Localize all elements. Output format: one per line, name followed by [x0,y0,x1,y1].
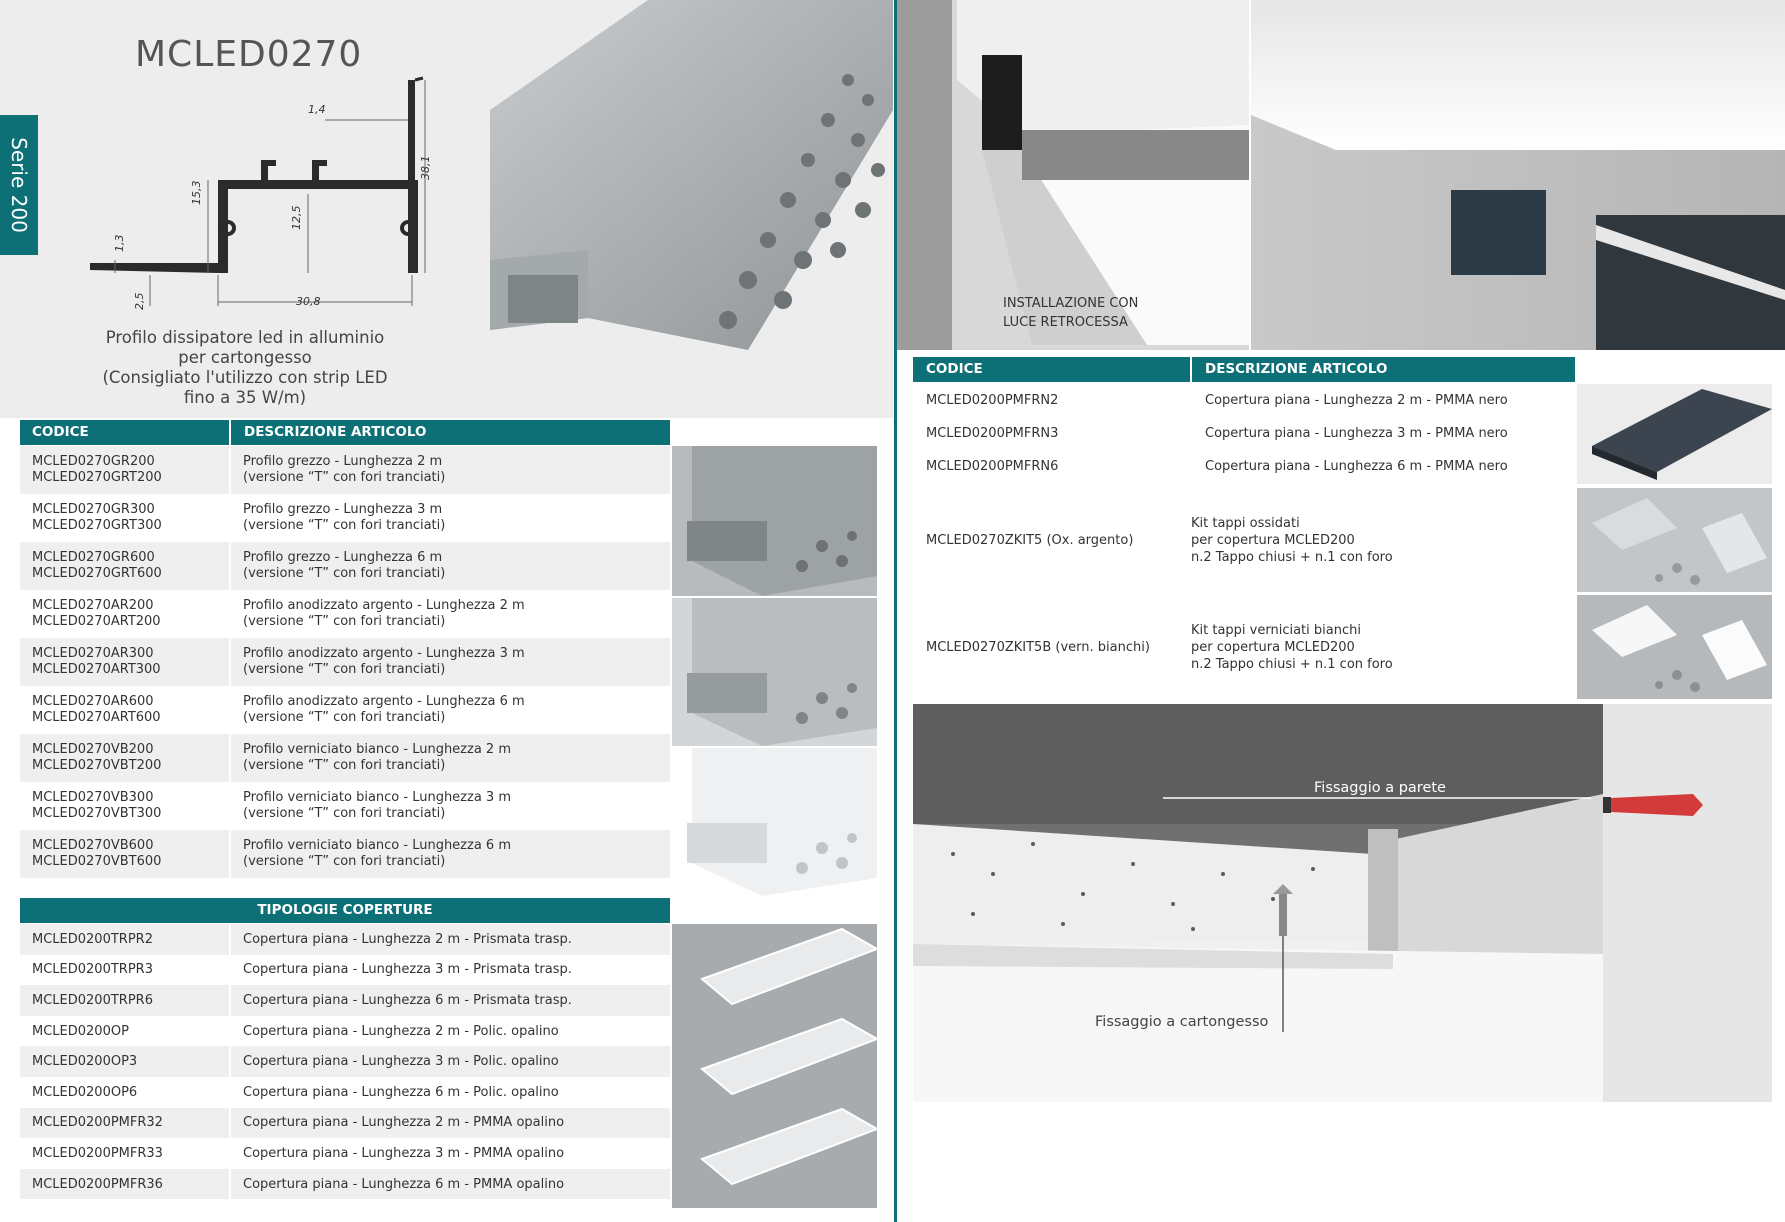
product-code-cell [20,1016,230,1047]
product-code-cell [20,1077,230,1108]
product-description-cell-line: Copertura piana - Lunghezza 6 m - PMMA opalino [243,1176,565,1192]
product-description-cell-line: Copertura piana - Lunghezza 6 m - PMMA nero [1205,459,1508,474]
table-row [20,924,670,955]
series-tab [0,115,38,255]
product-code-cell-line: MCLED0270AR600 [32,694,154,709]
product-description-cell [230,542,670,590]
product-description-cell [230,1169,670,1200]
profiles-table [20,446,670,878]
table-row [20,1046,670,1077]
product-description-cell-line: Copertura piana - Lunghezza 3 m - Prismata trasp. [243,962,572,978]
product-description-cell-line: (versione “T” con fori tranciati) [243,854,446,869]
product-code-cell-line: MCLED0270GR200 [32,454,155,469]
product-description-cell-line: Profilo verniciato bianco - Lunghezza 6 m [243,838,511,853]
product-description-cell-line: Profilo anodizzato argento - Lunghezza 6 m [243,694,525,709]
product-code-cell [20,542,230,590]
table-row [913,384,1575,417]
product-code-cell [20,1108,230,1139]
product-description-cell-line: Profilo anodizzato argento - Lunghezza 3 m [243,646,525,661]
product-description-cell-line: Profilo grezzo - Lunghezza 6 m [243,550,443,565]
product-code-cell-line: MCLED0200PMFR36 [32,1176,163,1192]
product-code-cell-line: MCLED0270GR300 [32,502,155,517]
dim-label-12-5: 12,5 [290,205,303,230]
wall-fin-tip [415,78,423,80]
product-description-cell-line: (versione “T” con fori tranciati) [243,662,446,677]
product-description-cell-line: (versione “T” con fori tranciati) [243,470,446,485]
product-description-cell-line: Kit tappi ossidati [1191,515,1300,531]
product-code-cell-line: MCLED0200PMFRN3 [926,426,1059,441]
table-row [20,985,670,1016]
table-row [913,488,1575,592]
table-row [20,638,670,686]
product-description-cell [230,590,670,638]
product-code-cell [913,450,1191,483]
product-code-cell [20,686,230,734]
fixing-diagram [913,704,1772,1102]
table-row [913,450,1575,483]
product-description-cell [230,446,670,494]
dim-label-2-5: 2,5 [133,292,146,310]
profile-section-shape [90,78,423,273]
product-code-cell [913,488,1177,592]
product-description-cell [230,1108,670,1139]
product-description-cell [1191,417,1575,450]
black-covers-table [913,384,1575,483]
product-description-cell [230,1077,670,1108]
product-code-cell-line: MCLED0200PMFR32 [32,1115,163,1131]
dim-label-1-4: 1,4 [308,103,326,116]
dim-label-30-8: 30,8 [296,295,321,308]
product-code-cell-line: MCLED0270GRT600 [32,566,162,581]
raw-profile-image [672,446,877,596]
product-description-cell-line: Profilo grezzo - Lunghezza 3 m [243,502,443,517]
profile-technical-drawing [80,70,432,320]
product-code-cell [20,1046,230,1077]
product-code-cell-line: MCLED0270GRT200 [32,470,162,485]
product-code-cell-line: MCLED0200TRPR6 [32,992,153,1008]
product-description-cell [230,985,670,1016]
product-code-cell-line: MCLED0200PMFRN6 [926,459,1059,474]
product-code-cell-line: MCLED0270VBT300 [32,806,162,821]
product-code-cell-line: MCLED0270VBT200 [32,758,162,773]
product-description-cell [230,686,670,734]
product-code-cell [20,1138,230,1169]
left-lip-shape [261,160,276,180]
product-code-cell-line: MCLED0200TRPR3 [32,962,153,978]
channel-shape [218,180,418,273]
product-code-cell [20,782,230,830]
product-code-cell-line: MCLED0200PMFRN2 [926,393,1059,408]
product-description-cell-line: Profilo verniciato bianco - Lunghezza 3 m [243,790,511,805]
dim-label-38-1: 38,1 [419,155,432,180]
product-code-cell-line: MCLED0270GRT300 [32,518,162,533]
black-cover-image [1577,384,1772,484]
product-description-cell-line: Copertura piana - Lunghezza 3 m - PMMA nero [1205,426,1508,441]
product-code-cell [20,924,230,955]
installation-caption-line: LUCE RETROCESSA [1003,315,1128,330]
wall-fixing-label: Fissaggio a parete [1314,780,1446,796]
product-description-cell-line: per copertura MCLED200 [1191,639,1355,655]
product-description-cell-line: n.2 Tappo chiusi + n.1 con foro [1191,549,1393,565]
product-description-cell-line: Profilo anodizzato argento - Lunghezza 2 m [243,598,525,613]
header-description: DESCRIZIONE ARTICOLO [244,424,427,440]
product-description-cell-line: (versione “T” con fori tranciati) [243,566,446,581]
anodized-profile-image [672,598,877,746]
product-description-cell-line: Copertura piana - Lunghezza 3 m - Polic. opalino [243,1054,559,1070]
product-code-cell-line: MCLED0200PMFR33 [32,1145,163,1161]
product-description-cell-line: Copertura piana - Lunghezza 2 m - Polic. opalino [243,1023,559,1039]
product-code-cell [20,446,230,494]
table-row [20,955,670,986]
product-description-cell-line: Copertura piana - Lunghezza 2 m - PMMA opalino [243,1115,565,1131]
oxidized-caps-image [1577,488,1772,592]
white-profile-image [672,748,877,896]
product-description-cell-line: Profilo grezzo - Lunghezza 2 m [243,454,443,469]
product-description-cell-line: Profilo verniciato bianco - Lunghezza 2 m [243,742,511,757]
covers-black-table-header [913,357,1575,382]
white-caps-image [1577,595,1772,699]
product-description-cell-line: (versione “T” con fori tranciati) [243,806,446,821]
dim-label-1-3: 1,3 [113,234,126,252]
product-description-cell-line: Copertura piana - Lunghezza 2 m - Prismata trasp. [243,931,572,947]
product-code-cell [913,595,1177,699]
table-row [913,417,1575,450]
product-code-cell-line: MCLED0270ART600 [32,710,161,725]
product-code-cell-line: MCLED0270VBT600 [32,854,162,869]
product-description-cell [230,1016,670,1047]
end-caps-table [913,488,1575,699]
product-code-cell-line: MCLED0270VB600 [32,838,154,853]
product-code-cell [913,384,1191,417]
product-description-cell-line: per copertura MCLED200 [1191,532,1355,548]
product-description-cell [230,782,670,830]
product-description-cell [1177,488,1575,592]
product-code-cell [20,638,230,686]
product-code-cell [20,1169,230,1200]
covers-section-title: TIPOLOGIE COPERTURE [257,902,433,918]
product-description-cell [230,955,670,986]
product-code-cell [913,417,1191,450]
product-code-cell-line: MCLED0200OP [32,1023,129,1039]
product-code-cell [20,955,230,986]
covers-section-header [20,898,670,923]
profiles-table-header [20,420,670,445]
table-row [20,1077,670,1108]
header-code: CODICE [32,424,89,440]
profile-channel-shape [508,275,578,323]
drywall-fixing-label: Fissaggio a cartongesso [1095,1014,1269,1030]
profile-description [90,328,400,408]
product-description-cell [1191,384,1575,417]
product-code-cell-line: MCLED0200OP6 [32,1084,138,1100]
right-lip-shape [312,160,327,180]
table-row [20,686,670,734]
product-description-cell-line: Copertura piana - Lunghezza 6 m - Polic. opalino [243,1084,559,1100]
product-code-cell [20,590,230,638]
table-row [20,734,670,782]
table-row [20,590,670,638]
product-description-cell [1177,595,1575,699]
product-description-cell-line: Copertura piana - Lunghezza 2 m - PMMA nero [1205,393,1508,408]
product-description-cell-line: (versione “T” con fori tranciati) [243,710,446,725]
model-title: MCLED0270 [135,34,363,75]
dimension-lines [115,80,425,306]
product-code-cell-line: MCLED0200TRPR2 [32,931,153,947]
table-row [20,782,670,830]
product-description-cell-line: (versione “T” con fori tranciati) [243,518,446,533]
table-row [20,1138,670,1169]
product-description-cell [230,924,670,955]
product-description-cell [230,830,670,878]
installation-caption [1003,294,1138,332]
product-code-cell-line: MCLED0270AR300 [32,646,154,661]
product-code-cell [20,985,230,1016]
table-row [913,595,1575,699]
installation-caption-line: INSTALLAZIONE CON [1003,296,1139,311]
product-code-cell [20,734,230,782]
product-code-cell-line: MCLED0200OP3 [32,1054,138,1070]
table-row [20,446,670,494]
profile-description-line: per cartongesso [178,348,312,367]
product-code-cell [20,494,230,542]
product-code-cell [20,830,230,878]
product-description-cell-line: n.2 Tappo chiusi + n.1 con foro [1191,656,1393,672]
product-code-cell-line: MCLED0270AR200 [32,598,154,613]
dim-label-15-3: 15,3 [190,180,203,205]
product-code-cell-line: MCLED0270ZKIT5B (vern. bianchi) [926,639,1150,655]
profile-description-line: fino a 35 W/m) [183,388,307,407]
product-code-cell-line: MCLED0270ART300 [32,662,161,677]
product-description-cell [230,1138,670,1169]
product-description-cell [230,734,670,782]
product-code-cell-line: MCLED0270ZKIT5 (Ox. argento) [926,532,1134,548]
covers-table [20,924,670,1199]
table-row [20,830,670,878]
header-description: DESCRIZIONE ARTICOLO [1205,361,1388,377]
product-description-cell-line: Copertura piana - Lunghezza 6 m - Prismata trasp. [243,992,572,1008]
product-code-cell-line: MCLED0270VB200 [32,742,154,757]
product-description-cell [230,638,670,686]
table-row [20,1169,670,1200]
product-description-cell [230,1046,670,1077]
covers-image [672,924,877,1208]
series-tab-label: Serie 200 [7,137,31,233]
product-code-cell-line: MCLED0270VB300 [32,790,154,805]
product-description-cell [1191,450,1575,483]
room-photo [1251,0,1785,350]
profile-3d-render [488,0,893,418]
product-description-cell [230,494,670,542]
table-row [20,1016,670,1047]
product-code-cell-line: MCLED0270ART200 [32,614,161,629]
header-code: CODICE [926,361,983,377]
table-row [20,494,670,542]
profile-description-line: (Consigliato l'utilizzo con strip LED [102,368,388,387]
table-row [20,542,670,590]
profile-description-line: Profilo dissipatore led in alluminio [105,328,385,347]
product-description-cell-line: (versione “T” con fori tranciati) [243,758,446,773]
product-description-cell-line: (versione “T” con fori tranciati) [243,614,446,629]
product-code-cell-line: MCLED0270GR600 [32,550,155,565]
product-description-cell-line: Copertura piana - Lunghezza 3 m - PMMA opalino [243,1145,565,1161]
product-description-cell-line: Kit tappi verniciati bianchi [1191,622,1361,638]
wall-fin-shape [408,80,415,180]
left-flange-shape [90,263,218,273]
table-row [20,1108,670,1139]
